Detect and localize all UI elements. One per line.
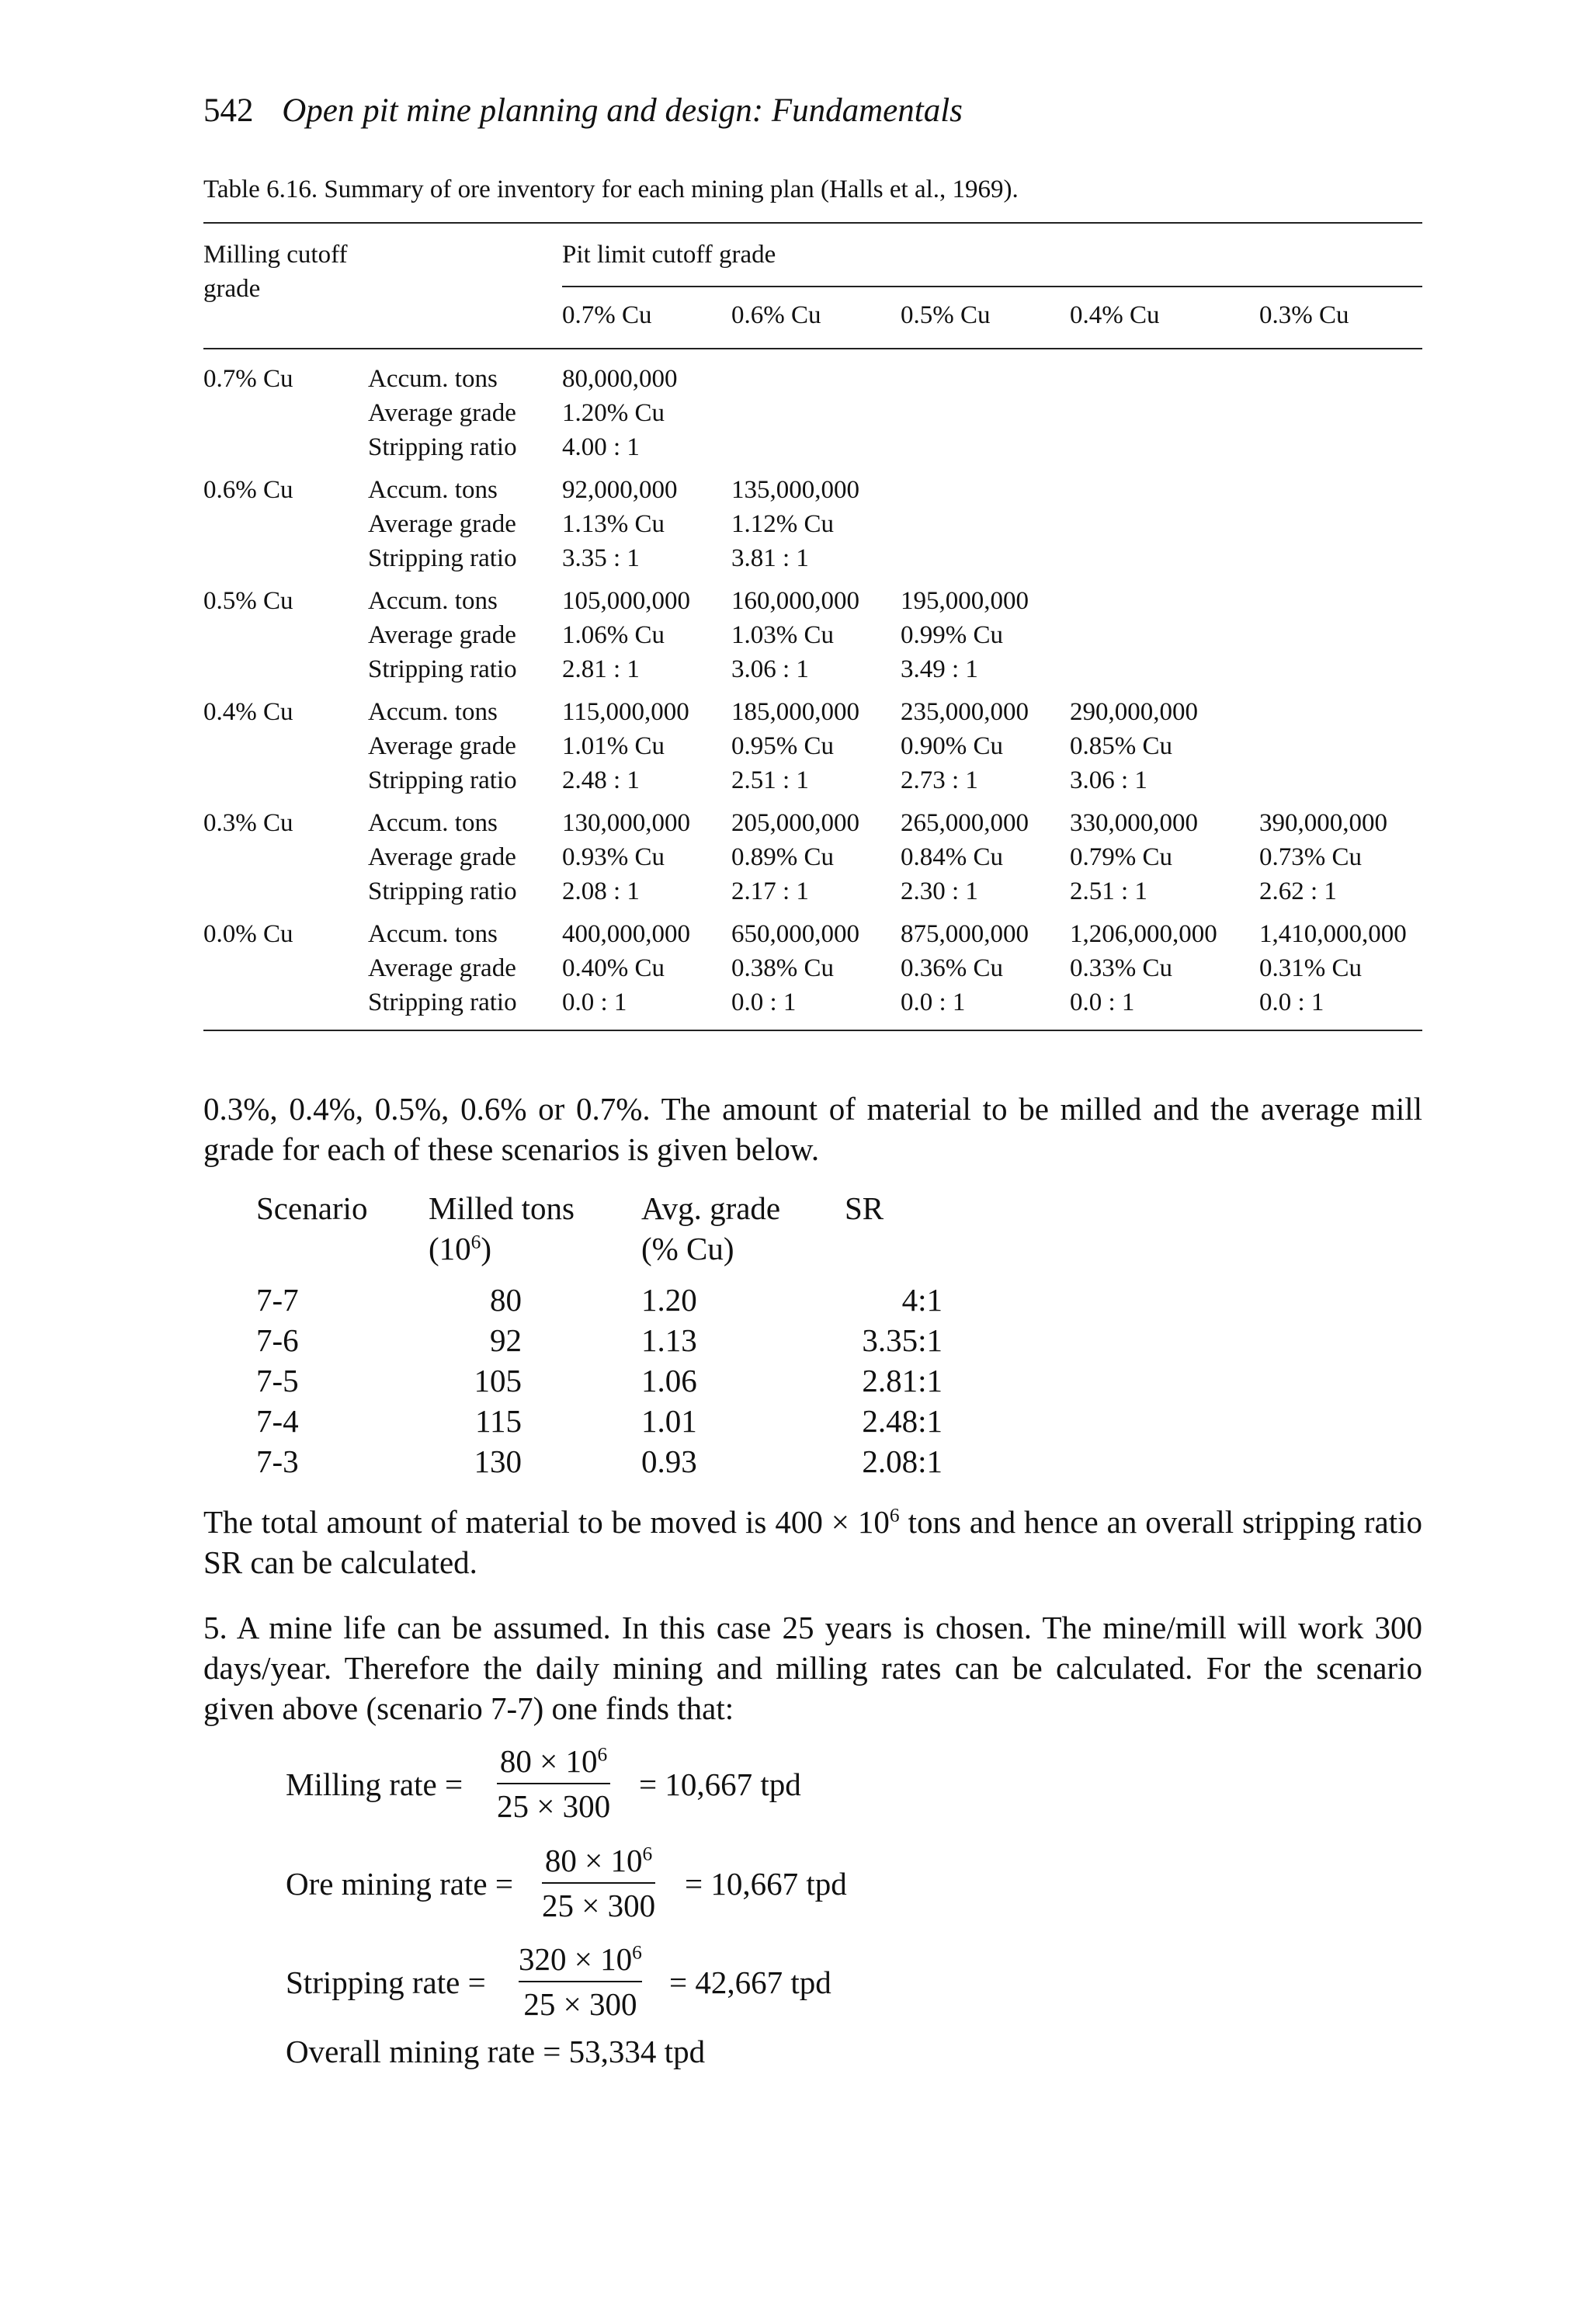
row-label: Stripping ratio — [368, 988, 517, 1016]
equation-lhs: Milling rate = — [286, 1766, 463, 1802]
fraction-numerator — [542, 1840, 655, 1881]
column-header: 0.7% Cu — [562, 301, 652, 329]
table-cell: 2.17 : 1 — [731, 877, 809, 905]
table-cell-column — [562, 695, 689, 797]
milling-cutoff-grade: 0.5% Cu — [203, 587, 293, 615]
header-grade-unit: (% Cu) — [641, 1231, 734, 1266]
table-cell: 400,000,000 — [562, 920, 690, 948]
row-label: Accum. tons — [368, 809, 498, 837]
milled-tons-cell: 130 — [474, 1443, 522, 1479]
table-group — [203, 917, 1422, 1020]
numerator-exponent: 6 — [632, 1941, 642, 1964]
table-row — [256, 1280, 955, 1320]
paragraph-text: 0.3%, 0.4%, 0.5%, 0.6% or 0.7%. The amount of material to be milled and the average mill grade for each of these scenarios is given below. — [203, 1091, 1422, 1167]
paragraph-scenarios-intro — [203, 1089, 1422, 1169]
column-header: 0.3% Cu — [1259, 301, 1349, 329]
overall-rate-text: Overall mining rate = 53,334 tpd — [286, 2034, 706, 2069]
scenario-cell: 7-4 — [256, 1403, 299, 1439]
row-labels — [368, 473, 517, 575]
table-cell: 0.90% Cu — [901, 732, 1003, 760]
milled-tons-cell: 80 — [490, 1282, 522, 1318]
table-cell: 80,000,000 — [562, 365, 678, 393]
header-milling-cutoff: Milling cutoff grade — [203, 241, 348, 303]
table-cell: 0.0 : 1 — [1070, 988, 1135, 1016]
table-cell: 290,000,000 — [1070, 698, 1198, 726]
table-cell: 0.36% Cu — [901, 954, 1003, 982]
table-cell-column — [1070, 695, 1198, 797]
table-cell: 1,410,000,000 — [1259, 920, 1407, 948]
table-cell: 2.51 : 1 — [1070, 877, 1147, 905]
equation-fraction — [497, 1741, 610, 1826]
paragraph-mine-life — [203, 1607, 1422, 1728]
header-pit-limit: Pit limit cutoff grade — [562, 241, 776, 269]
table-cell: 2.48 : 1 — [562, 766, 640, 794]
table-cell: 0.99% Cu — [901, 621, 1003, 649]
table-cell-column — [1259, 917, 1407, 1020]
column-header: 0.6% Cu — [731, 301, 821, 329]
fraction-denominator: 25 × 300 — [542, 1888, 656, 1923]
table-cell: 135,000,000 — [731, 476, 859, 504]
paragraph-total-material — [203, 1502, 1422, 1582]
table-cell-column — [901, 806, 1029, 908]
table-cell: 0.89% Cu — [731, 843, 834, 871]
fraction-numerator — [519, 1939, 642, 1979]
sr-cell: 3.35:1 — [862, 1322, 943, 1358]
header-milled-tons — [429, 1188, 575, 1269]
table-cell: 1.06% Cu — [562, 621, 665, 649]
milled-tons-cell: 92 — [490, 1322, 522, 1358]
table-cell: 0.79% Cu — [1070, 843, 1172, 871]
table-cell-column — [1070, 917, 1217, 1020]
table-cell-column — [1070, 806, 1198, 908]
header-grade-label: Avg. grade — [641, 1190, 781, 1226]
table-cell: 0.33% Cu — [1070, 954, 1172, 982]
fraction-numerator — [497, 1741, 610, 1781]
table-cell-column — [901, 917, 1029, 1020]
table-group — [203, 695, 1422, 797]
text-part: tons and hence an overall stripping ratio SR can be calculated. — [203, 1504, 1422, 1580]
row-label: Average grade — [368, 510, 516, 538]
fraction-bar — [519, 1981, 642, 1982]
table-cell-column — [731, 584, 859, 686]
table-cell: 0.0 : 1 — [562, 988, 627, 1016]
row-label: Accum. tons — [368, 920, 498, 948]
row-labels — [368, 584, 517, 686]
table-cell: 875,000,000 — [901, 920, 1029, 948]
row-label: Accum. tons — [368, 587, 498, 615]
table-cell: 4.00 : 1 — [562, 433, 640, 461]
unit-exponent: 6 — [470, 1231, 481, 1253]
table-cell: 1.01% Cu — [562, 732, 665, 760]
fraction-denominator: 25 × 300 — [523, 1986, 637, 2022]
row-label: Average grade — [368, 843, 516, 871]
equation-rhs: = 10,667 tpd — [639, 1766, 801, 1802]
table-cell: 0.85% Cu — [1070, 732, 1172, 760]
table-cell: 0.0 : 1 — [1259, 988, 1324, 1016]
table-row — [256, 1360, 955, 1401]
row-label: Stripping ratio — [368, 655, 517, 683]
table-caption: Table 6.16. Summary of ore inventory for each mining plan (Halls et al., 1969). — [203, 175, 1019, 203]
table-cell: 1,206,000,000 — [1070, 920, 1217, 948]
scenario-cell: 7-3 — [256, 1443, 299, 1479]
sr-cell: 2.81:1 — [862, 1363, 943, 1398]
table-cell: 0.93% Cu — [562, 843, 665, 871]
row-labels — [368, 917, 517, 1020]
numerator-exponent: 6 — [597, 1743, 608, 1766]
paragraph-text: 5. A mine life can be assumed. In this case 25 years is chosen. The mine/mill will work 300 days/year. Therefore the daily mining and milling rates can be calculated. For the scenario given above (scenario 7-7) one finds that: — [203, 1610, 1422, 1726]
table-group — [203, 362, 1422, 464]
table-cell: 205,000,000 — [731, 809, 859, 837]
table-cell: 2.81 : 1 — [562, 655, 640, 683]
table-cell: 3.35 : 1 — [562, 544, 640, 572]
row-label: Average grade — [368, 399, 516, 427]
page-number: 542 — [203, 92, 254, 129]
row-labels — [368, 806, 517, 908]
header-sr: SR — [845, 1190, 884, 1226]
table-cell-column — [731, 473, 859, 575]
table-group — [203, 584, 1422, 686]
milling-cutoff-grade: 0.3% Cu — [203, 809, 293, 837]
avg-grade-cell: 1.06 — [641, 1363, 697, 1398]
table-cell: 2.08 : 1 — [562, 877, 640, 905]
equation-fraction — [542, 1840, 655, 1926]
row-label: Stripping ratio — [368, 544, 517, 572]
row-label: Stripping ratio — [368, 877, 517, 905]
table-row — [256, 1320, 955, 1360]
table-cell: 0.73% Cu — [1259, 843, 1362, 871]
equation-rhs: = 10,667 tpd — [685, 1866, 847, 1902]
header-bottom-rule — [203, 348, 1422, 349]
numerator-text: 320 × 10 — [519, 1941, 633, 1977]
row-label: Stripping ratio — [368, 433, 517, 461]
table-cell: 1.20% Cu — [562, 399, 665, 427]
paragraph-text — [203, 1502, 1422, 1582]
unit-close: ) — [481, 1231, 492, 1266]
table-group — [203, 806, 1422, 908]
row-label: Average grade — [368, 732, 516, 760]
table-cell: 2.51 : 1 — [731, 766, 809, 794]
row-label: Average grade — [368, 621, 516, 649]
table-cell-column — [562, 473, 678, 575]
milling-cutoff-grade: 0.0% Cu — [203, 920, 293, 948]
table-cell: 2.62 : 1 — [1259, 877, 1337, 905]
table-cell-column — [562, 584, 690, 686]
table-cell: 0.95% Cu — [731, 732, 834, 760]
table-cell-column — [562, 362, 678, 464]
avg-grade-cell: 0.93 — [641, 1443, 697, 1479]
table-cell-column — [731, 917, 859, 1020]
equation-lhs: Ore mining rate = — [286, 1866, 513, 1902]
numerator-exponent: 6 — [642, 1843, 653, 1865]
table-cell: 3.06 : 1 — [1070, 766, 1147, 794]
milled-tons-cell: 105 — [474, 1363, 522, 1398]
sr-cell: 4:1 — [901, 1282, 943, 1318]
table-cell: 115,000,000 — [562, 698, 689, 726]
table-cell: 650,000,000 — [731, 920, 859, 948]
numerator-text: 80 × 10 — [499, 1743, 598, 1779]
table-cell: 3.81 : 1 — [731, 544, 809, 572]
table-cell: 0.31% Cu — [1259, 954, 1362, 982]
row-label: Accum. tons — [368, 365, 498, 393]
table-cell: 2.30 : 1 — [901, 877, 978, 905]
table-cell: 1.03% Cu — [731, 621, 834, 649]
table-cell: 0.0 : 1 — [901, 988, 966, 1016]
table-cell: 0.38% Cu — [731, 954, 834, 982]
table-cell-column — [731, 695, 859, 797]
table-cell: 235,000,000 — [901, 698, 1029, 726]
table-cell: 3.06 : 1 — [731, 655, 809, 683]
table-cell: 185,000,000 — [731, 698, 859, 726]
header-sub-rule — [562, 286, 1422, 287]
row-labels — [368, 695, 517, 797]
scenario-cell: 7-5 — [256, 1363, 299, 1398]
header-avg-grade — [641, 1188, 780, 1269]
row-labels — [368, 362, 517, 464]
table-group — [203, 473, 1422, 575]
table-cell-column — [901, 584, 1029, 686]
table-cell: 265,000,000 — [901, 809, 1029, 837]
table-cell: 92,000,000 — [562, 476, 678, 504]
header-milled-label: Milled tons — [429, 1190, 575, 1226]
avg-grade-cell: 1.13 — [641, 1322, 697, 1358]
sr-cell: 2.48:1 — [862, 1403, 943, 1439]
scenario-cell: 7-6 — [256, 1322, 299, 1358]
table-cell: 0.84% Cu — [901, 843, 1003, 871]
equation-rhs: = 42,667 tpd — [669, 1964, 831, 2000]
table-cell: 3.49 : 1 — [901, 655, 978, 683]
table-top-rule — [203, 222, 1422, 224]
table-cell: 0.0 : 1 — [731, 988, 797, 1016]
milled-tons-cell: 115 — [475, 1403, 522, 1439]
table-cell: 1.12% Cu — [731, 510, 834, 538]
fraction-bar — [497, 1783, 610, 1784]
text-part: The total amount of material to be moved is 400 × 10 — [203, 1504, 890, 1540]
table-cell: 195,000,000 — [901, 587, 1029, 615]
header-milled-unit — [429, 1228, 575, 1269]
row-label: Stripping ratio — [368, 766, 517, 794]
row-label: Average grade — [368, 954, 516, 982]
book-title: Open pit mine planning and design: Fundamentals — [282, 92, 963, 129]
avg-grade-cell: 1.20 — [641, 1282, 697, 1318]
equation-lhs: Stripping rate = — [286, 1964, 486, 2000]
table-cell-column — [562, 806, 690, 908]
column-header: 0.4% Cu — [1070, 301, 1160, 329]
table-cell: 1.13% Cu — [562, 510, 665, 538]
table-cell: 105,000,000 — [562, 587, 690, 615]
table-bottom-rule — [203, 1030, 1422, 1031]
header-scenario: Scenario — [256, 1190, 368, 1226]
table-cell: 0.40% Cu — [562, 954, 665, 982]
milling-cutoff-grade: 0.4% Cu — [203, 698, 293, 726]
table-row — [256, 1441, 955, 1482]
row-label: Accum. tons — [368, 476, 498, 504]
milling-cutoff-grade: 0.7% Cu — [203, 365, 293, 393]
row-label: Accum. tons — [368, 698, 498, 726]
table-cell-column — [562, 917, 690, 1020]
numerator-text: 80 × 10 — [544, 1843, 643, 1878]
table-cell: 160,000,000 — [731, 587, 859, 615]
table-cell-column — [901, 695, 1029, 797]
table-cell-column — [1259, 806, 1387, 908]
table-cell: 130,000,000 — [562, 809, 690, 837]
unit-base: (10 — [429, 1231, 471, 1266]
table-cell: 390,000,000 — [1259, 809, 1387, 837]
table-cell: 330,000,000 — [1070, 809, 1198, 837]
running-head — [203, 92, 963, 130]
exponent: 6 — [889, 1504, 900, 1527]
fraction-bar — [542, 1882, 655, 1884]
sr-cell: 2.08:1 — [862, 1443, 943, 1479]
column-header: 0.5% Cu — [901, 301, 991, 329]
table-cell: 2.73 : 1 — [901, 766, 978, 794]
milling-cutoff-grade: 0.6% Cu — [203, 476, 293, 504]
equation-fraction — [519, 1939, 642, 2024]
table-row — [256, 1401, 955, 1441]
scenario-cell: 7-7 — [256, 1282, 299, 1318]
avg-grade-cell: 1.01 — [641, 1403, 697, 1439]
table-cell-column — [731, 806, 859, 908]
fraction-denominator: 25 × 300 — [497, 1788, 611, 1824]
